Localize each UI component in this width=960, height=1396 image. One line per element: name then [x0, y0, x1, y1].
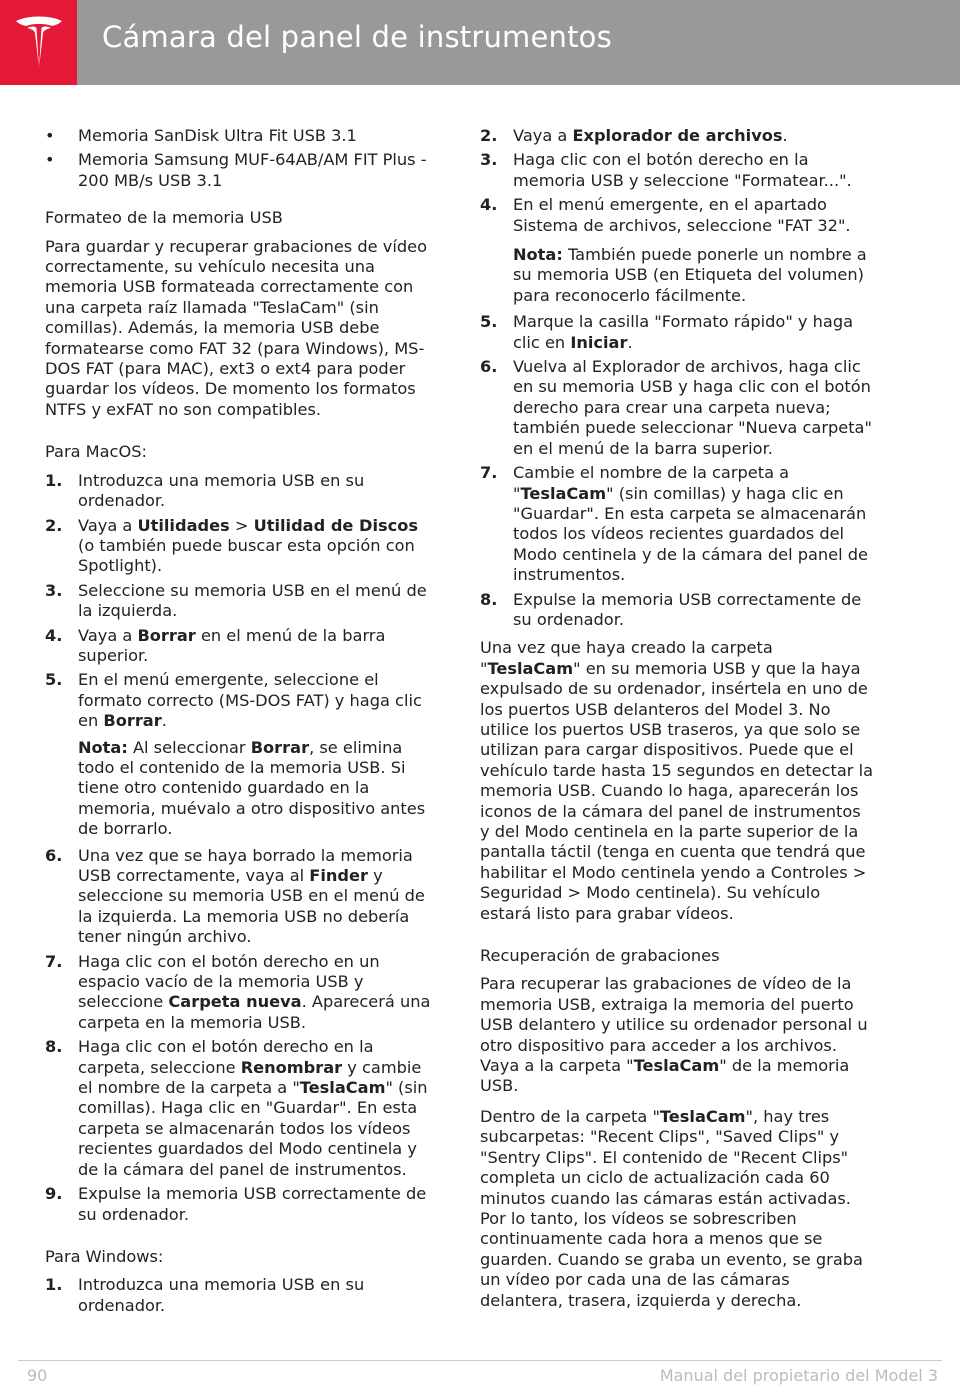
- bullet-mark: •: [45, 126, 55, 145]
- section-heading-macos: Para MacOS:: [45, 442, 147, 462]
- right-column: [480, 126, 874, 1321]
- win-step-2: 2. Vaya a Explorador de archivos.: [480, 126, 788, 145]
- page-number: 90: [27, 1366, 48, 1385]
- mac-step-1: 1. Introduzca una memoria USB en su ordenador.: [45, 470, 365, 511]
- win-steps-list-start: [45, 1275, 439, 1316]
- section-heading-recovery: Recuperación de grabaciones: [480, 946, 720, 966]
- logo-box: [0, 0, 77, 85]
- section-heading-format: Formateo de la memoria USB: [45, 208, 283, 228]
- win-note: Nota: También puede ponerle un nombre a su memoria USB (en Etiqueta del volumen) para reconocerlo fácilmente.: [513, 245, 867, 305]
- list-item: [45, 150, 439, 191]
- list-item: [45, 126, 439, 146]
- mac-step-3: 3. Seleccione su memoria USB en el menú de la izquierda.: [45, 580, 427, 621]
- mac-steps-list: [45, 471, 439, 1225]
- section-heading-windows: Para Windows:: [45, 1246, 164, 1266]
- header-bar: [0, 0, 960, 85]
- win-step-4: 4. En el menú emergente, en el apartado Sistema de archivos, seleccione "FAT 32". Nota: También puede ponerle un nombre a su memoria USB (en Etiqueta del volumen) para reconocerlo fácilmente.: [480, 195, 874, 306]
- left-column: [45, 126, 439, 1320]
- win-step-5: 5. Marque la casilla "Formato rápido" y haga clic en Iniciar.: [480, 312, 854, 352]
- mac-step-2: 2. Vaya a Utilidades > Utilidad de Discos (o también puede buscar esta opción con Spotlight).: [45, 515, 418, 576]
- mac-step-9: 9. Expulse la memoria USB correctamente de su ordenador.: [45, 1184, 427, 1224]
- bullet-text: Memoria Samsung MUF-64AB/AM FIT Plus - 200 MB/s USB 3.1: [78, 150, 427, 190]
- mac-step-5: 5. En el menú emergente, seleccione el formato correcto (MS-DOS FAT) y haga clic en Borrar. Nota: Al seleccionar Borrar, se elimina todo el contenido de la memoria USB. Si tiene otro contenido guardado en la memoria, muévalo a otro dispositivo antes de borrarlo.: [45, 670, 439, 839]
- after-paragraph: Una vez que haya creado la carpeta "TeslaCam" en su memoria USB y que la haya expulsado de su ordenador, insértela en uno de los puertos USB delanteros del Model 3. No utilice los puertos USB traseros, ya que solo se utilizan para cargar dispositivos. Puede que el vehículo tarde hasta 15 segundos en detectar la memoria USB. Cuando lo haga, aparecerán los iconos de la cámara del panel de instrumentos y del Modo centinela en la parte superior de la pantalla táctil (tenga en cuenta que tendrá que habilitar el Modo centinela yendo a Controles > Seguridad > Modo centinela). Su vehículo estará listo para grabar vídeos.: [480, 638, 874, 923]
- mac-step-4: 4. Vaya a Borrar en el menú de la barra superior.: [45, 625, 386, 665]
- mac-step-8: 8. Haga clic con el botón derecho en la carpeta, seleccione Renombrar y cambie el nombre de la carpeta a "TeslaCam" (sin comillas). Haga clic en "Guardar". En esta carpeta se almacenarán todos los vídeos recientes guardados del Modo centinela y de la cámara del panel de instrumentos.: [45, 1037, 428, 1179]
- mac-step-7: 7. Haga clic con el botón derecho en un espacio vacío de la memoria USB y seleccione Carpeta nueva. Aparecerá una carpeta en la memoria USB.: [45, 951, 431, 1032]
- win-step-3: 3. Haga clic con el botón derecho en la memoria USB y seleccione "Formatear...".: [480, 150, 852, 190]
- recovery-paragraph-2: Dentro de la carpeta "TeslaCam", hay tres subcarpetas: "Recent Clips", "Saved Clips" y "Sentry Clips". El contenido de "Recent Clips" completa un ciclo de actualización cada 60 minutos cuando las cámaras están activadas. Por lo tanto, los vídeos se sobrescriben continuamente cada hora a menos que se guarden. Cuando se graba un evento, se graba un vídeo por cada una de las cámaras delantera, trasera, izquierda y derecha.: [480, 1106, 863, 1310]
- page-title: Cámara del panel de instrumentos: [102, 20, 612, 54]
- win-steps-list: [480, 126, 874, 630]
- win-step-8: 8. Expulse la memoria USB correctamente de su ordenador.: [480, 589, 862, 629]
- format-paragraph: Para guardar y recuperar grabaciones de vídeo correctamente, su vehículo necesita una memoria USB formateada correctamente con una carpeta raíz llamada "TeslaCam" (sin comillas). Además, la memoria USB debe formatearse como FAT 32 (para Windows), MS-DOS FAT (para MAC), ext3 o ext4 para poder guardar los vídeos. De momento los formatos NTFS y exFAT no son compatibles.: [45, 236, 427, 419]
- manual-title: Manual del propietario del Model 3: [659, 1366, 938, 1385]
- mac-step-6: 6. Una vez que se haya borrado la memoria USB correctamente, vaya al Finder y seleccione su memoria USB en el menú de la izquierda. La memoria USB no debería tener ningún archivo.: [45, 845, 425, 947]
- win-step-6: 6. Vuelva al Explorador de archivos, haga clic en su memoria USB y haga clic con el botón derecho para crear una carpeta nueva; también puede seleccionar "Nueva carpeta" en el menú de la barra superior.: [480, 357, 872, 458]
- mac-note: Nota: Al seleccionar Borrar, se elimina todo el contenido de la memoria USB. Si tiene otro contenido guardado en la memoria, muévalo a otro dispositivo antes de borrarlo.: [78, 737, 426, 839]
- footer-divider: [18, 1360, 942, 1361]
- recovery-paragraph-1: Para recuperar las grabaciones de vídeo de la memoria USB, extraiga la memoria del puerto USB delantero y utilice su ordenador personal u otro dispositivo para acceder a los archivos. Vaya a la carpeta "TeslaCam" de la memoria USB.: [480, 974, 868, 1096]
- bullet-text: Memoria SanDisk Ultra Fit USB 3.1: [78, 126, 357, 145]
- win-step-7: 7. Cambie el nombre de la carpeta a "TeslaCam" (sin comillas) y haga clic en "Guardar". En esta carpeta se almacenarán todos los vídeos recientes guardados del Modo centinela y de la cámara del panel de instrumentos.: [480, 463, 869, 585]
- win-step-1: 1. Introduzca una memoria USB en su ordenador.: [45, 1275, 365, 1315]
- bullet-mark: •: [45, 150, 55, 170]
